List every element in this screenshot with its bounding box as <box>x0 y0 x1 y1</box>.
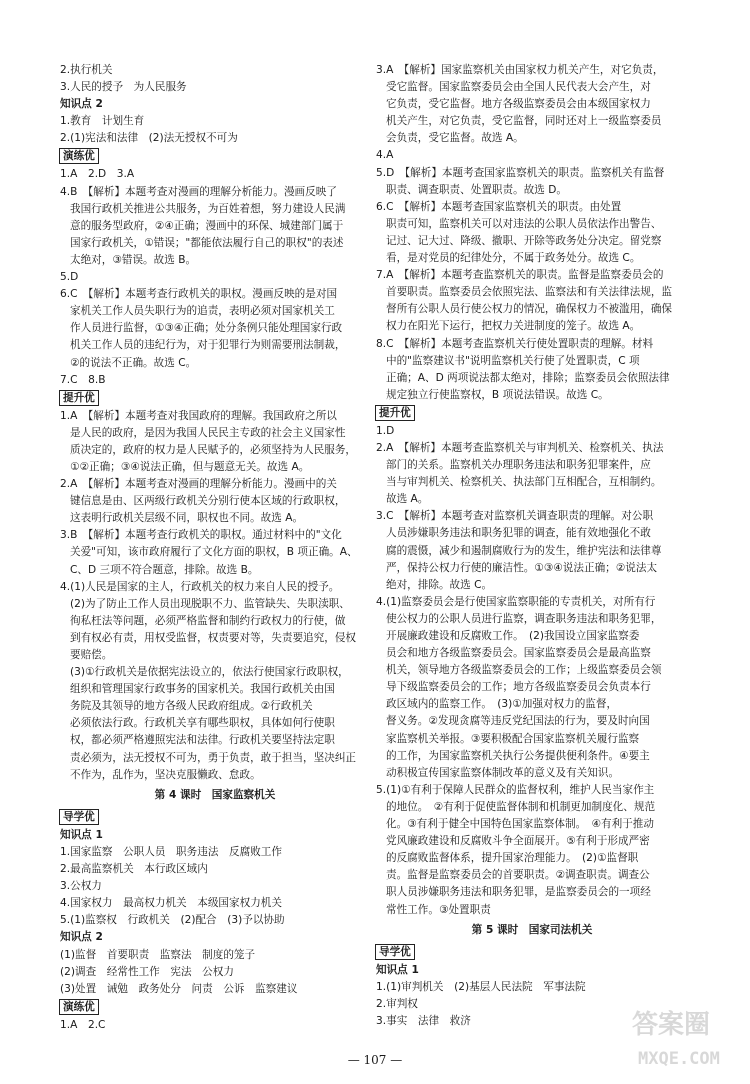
section-label: 提升优 <box>375 405 415 421</box>
answer-line: 这表明行政机关层级不同，职权也不同。故选 A。 <box>70 512 304 525</box>
section-wrapper <box>60 998 370 1017</box>
answer-line: 会负责，受它监督。故选 A。 <box>386 132 524 145</box>
answer-line: 1.(1)审判机关 (2)基层人民法院 军事法院 <box>376 980 586 993</box>
answer-line: 责必须为，法无授权不可为，勇于负责，敢于担当，坚决纠正 <box>70 751 357 764</box>
answer-line: C、D 三项不符合题意，排除。故选 B。 <box>70 563 259 576</box>
answer-line: 机关工作人员的违纪行为，对于犯罪行为则需要刑法制裁， <box>70 339 346 352</box>
answer-line: 3.A 【解析】国家监察机关由国家权力机关产生，对它负责， <box>376 64 664 76</box>
answer-line: 6.C 【解析】本题考查国家监察机关的职责。由处置 <box>376 200 622 213</box>
watermark-logo <box>632 1008 742 1078</box>
section-wrapper <box>376 404 688 423</box>
answer-line: 4.B 【解析】本题考查对漫画的理解分析能力。漫画反映了 <box>60 185 337 198</box>
answer-line: 组织和管理国家行政事务的国家机关。我国行政机关由国 <box>70 683 335 696</box>
answer-line: 6.C 【解析】本题考查行政机关的职权。漫画反映的是对国 <box>60 288 338 301</box>
answer-line: 职责可知，监察机关可以对违法的公职人员依法作出警告、 <box>386 217 662 230</box>
answer-line: 4.国家权力 最高权力机关 本级国家权力机关 <box>60 897 282 910</box>
answer-line: 2.执行机关 <box>60 64 113 76</box>
answer-line: 3.事实 法律 救济 <box>376 1014 471 1027</box>
answer-line: 3.C 【解析】本题考查对监察机关调查职责的理解。对公职 <box>376 510 654 523</box>
answer-line: 作人员进行监督，①③④正确；处分条例只能处理国家行政 <box>70 322 343 335</box>
answer-line: 4.(1)人民是国家的主人，行政机关的权力来自人民的授予。 <box>60 580 340 593</box>
answer-line: 职责、调查职责、处置职责。故选 D。 <box>386 183 568 196</box>
answer-line: 常性工作。③处置职责 <box>386 903 491 916</box>
answer-line: (3)处置 诫勉 政务处分 问责 公诉 监察建议 <box>60 982 298 995</box>
answer-line: 当与审判机关、检察机关、执法部门互相配合，互相制约。 <box>386 476 662 489</box>
answer-line: 4.A <box>376 149 394 162</box>
answer-line: 国家行政机关，①错误；"都能依法履行自己的职权"的表述 <box>70 236 344 249</box>
answer-line: 腐的震慑，减少和遏制腐败行为的发生，维护宪法和法律尊 <box>386 544 662 557</box>
lesson-title: 第 4 课时 国家监察机关 <box>154 788 276 801</box>
answer-line: (3)①行政机关是依据宪法设立的，依法行使国家行政职权， <box>70 666 349 679</box>
answer-line: 7.C 8.B <box>60 373 106 386</box>
answer-line: 意的服务型政府，②④正确；漫画中的环保、城建部门属于 <box>70 219 344 232</box>
answer-line: 1.A 2.C <box>60 1018 106 1031</box>
answer-line: 权，都必须严格遵照宪法和法律。行政机关要坚持法定职 <box>70 734 335 747</box>
left-column <box>60 62 370 1034</box>
answer-line: 员会和地方各级监察委员会。国家监察委员会是最高监察 <box>386 647 651 660</box>
answer-line: 键信息是由、区两级行政机关分别行使本区域的行政职权， <box>70 495 346 508</box>
answer-line: 责。监督是监察委员会的首要职责。②调查职责。调查公 <box>386 869 650 882</box>
page-number: — 107 — <box>347 1053 403 1067</box>
answer-line: 2.A 【解析】本题考查对漫画的理解分析能力。漫画中的关 <box>60 478 337 491</box>
answer-line: 是人民的政府，是因为我国人民民主专政的社会主义国家性 <box>70 426 346 439</box>
answer-line: 政区域内的监察工作。 (3)①加强对权力的监督， <box>386 698 618 711</box>
watermark-text: 答案圈 <box>632 1010 711 1040</box>
answer-line: 故选 A。 <box>386 493 429 506</box>
answer-line: ②的说法不正确。故选 C。 <box>70 356 197 369</box>
right-column <box>376 62 688 1030</box>
knowledge-point-header: 知识点 1 <box>376 963 419 976</box>
answer-line: 家监察机关举报。③要积极配合国家监察机关履行监察 <box>386 732 640 745</box>
answer-line: 正确；A、D 两项说法都太绝对，排除；监察委员会依照法律 <box>386 371 670 384</box>
answer-line: (2)调查 经常性工作 宪法 公权力 <box>60 965 234 978</box>
answer-line: 家机关工作人员失职行为的追责，表明必须对国家机关工 <box>70 305 335 318</box>
section-wrapper <box>60 808 370 827</box>
section-wrapper <box>60 389 370 408</box>
answer-line: (2)为了防止工作人员出现脱职不力、监管缺失、失职渎职、 <box>70 597 350 610</box>
answer-line: 2.最高监察机关 本行政区域内 <box>60 863 208 876</box>
section-wrapper <box>60 147 370 166</box>
answer-line: 看，是对党员的纪律处分，不属于政务处分。故选 C。 <box>386 252 641 265</box>
answer-line: 首要职责。监察委员会依照宪法、监察法和有关法律法规，监 <box>386 286 673 299</box>
answer-line: 1.D <box>376 424 395 437</box>
answer-line: 人员涉嫌职务违法和职务犯罪的调查，能有效地强化不敢 <box>386 527 651 540</box>
answer-line: 7.A 【解析】本题考查监察机关的职责。监督是监察委员会的 <box>376 269 664 282</box>
section-label: 导学优 <box>375 944 415 960</box>
section-label: 导学优 <box>59 809 99 825</box>
answer-line: 3.B 【解析】本题考查行政机关的职权。通过材料中的"文化 <box>60 529 342 542</box>
answer-line: 规定独立行使监察权，B 项说法错误。故选 C。 <box>386 388 609 401</box>
answer-line: 部门的关系。监察机关办理职务违法和职务犯罪案件，应 <box>386 459 651 472</box>
answer-line: 5.(1)①有利于保障人民群众的监督权利，维护人民当家作主 <box>376 783 655 796</box>
answer-line: 4.(1)监察委员会是行使国家监察职能的专责机关，对所有行 <box>376 595 656 608</box>
answer-line: 的工作，为国家监察机关执行公务提供便利条件。④要主 <box>386 749 650 762</box>
answer-line: 机关，领导地方各级监察委员会的工作；上级监察委员会领 <box>386 664 662 677</box>
answer-line: 化。③有利于健全中国特色国家监察体制。 ④有利于推动 <box>386 818 654 831</box>
answer-line: 动积极宣传国家监察体制改革的意义及有关知识。 <box>386 766 620 779</box>
answer-line: 3.人民的授予 为人民服务 <box>60 81 187 94</box>
answer-line: 开展廉政建设和反腐败工作。 (2)我国设立国家监察委 <box>386 630 640 642</box>
knowledge-point-header: 知识点 2 <box>60 931 103 944</box>
section-wrapper <box>376 943 688 962</box>
answer-line: 5.D <box>60 271 79 284</box>
answer-line: 8.C 【解析】本题考查监察机关行使处置职责的理解。材料 <box>376 337 654 350</box>
answer-line: 要赔偿。 <box>70 649 113 661</box>
knowledge-point-header: 知识点 1 <box>60 828 103 841</box>
answer-line: 中的"监察建议书"说明监察机关行使了处置职责，C 项 <box>386 354 640 367</box>
answer-line: 机关产生，对它负责，受它监督，同时还对上一级监察委员 <box>386 115 662 128</box>
answer-line: 绝对，排除。故选 C。 <box>386 578 493 591</box>
answer-line: (1)监督 首要职责 监察法 制度的笼子 <box>60 948 256 961</box>
answer-line: 关爱"可知，该市政府履行了文化方面的职权，B 项正确。A、 <box>70 546 358 559</box>
answer-line: 导下级监察委员会的工作；地方各级监察委员会负责本行 <box>386 681 651 694</box>
answer-line: 它负责，受它监督。地方各级监察委员会由本级国家权力 <box>386 98 651 111</box>
answer-line: 质决定的，政府的权力是人民赋予的，必须坚持为人民服务， <box>70 443 357 456</box>
answer-line: 我国行政机关推进公共服务，为百姓着想，努力建设人民满 <box>70 202 346 215</box>
answer-line: 5.D 【解析】本题考查国家监察机关的职责。监察机关有监督 <box>376 166 665 179</box>
answer-line: 记过、记大过、降级、撤职、开除等政务处分决定。留党察 <box>386 234 662 247</box>
section-label: 提升优 <box>59 390 99 406</box>
answer-line: 督义务。②发现贪腐等违反党纪国法的行为，要及时向国 <box>386 715 650 728</box>
answer-line: 受它监督。国家监察委员会由全国人民代表大会产生，对 <box>386 81 651 94</box>
answer-line: 5.(1)监察权 行政机关 (2)配合 (3)予以协助 <box>60 914 285 927</box>
section-label: 演练优 <box>59 148 99 164</box>
lesson-title: 第 5 课时 国家司法机关 <box>471 923 593 936</box>
answer-line: 2.(1)宪法和法律 (2)法无授权不可为 <box>60 132 238 145</box>
answer-line: 职人员涉嫌职务违法和职务犯罪，是监察委员会的一项经 <box>386 886 651 899</box>
answer-line: 必须依法行政。行政机关享有哪些职权，具体如何行使职 <box>70 717 335 730</box>
knowledge-point-header: 知识点 2 <box>60 98 103 111</box>
section-label: 演练优 <box>59 999 99 1015</box>
answer-line: 2.审判权 <box>376 997 418 1010</box>
answer-line: 1.A 2.D 3.A <box>60 168 135 181</box>
answer-line: 2.A 【解析】本题考查监察机关与审判机关、检察机关、执法 <box>376 441 664 454</box>
answer-line: 太绝对，③错误。故选 B。 <box>70 253 197 266</box>
answer-line: 徇私枉法等问题，必须严格监督和制约行政权力的行使，做 <box>70 614 346 627</box>
answer-line: 不作为，乱作为，坚决克服懒政、怠政。 <box>70 768 261 781</box>
answer-line: 的地位。 ②有利于促使监督体制和机制更加制度化、规范 <box>386 800 656 813</box>
answer-line: 党风廉政建设和反腐败斗争全面展开。⑤有利于形成严密 <box>386 835 650 848</box>
answer-line: 3.公权力 <box>60 880 102 893</box>
answer-line: 1.国家监察 公职人员 职务违法 反腐败工作 <box>60 845 282 858</box>
answer-line: 使公权力的公职人员进行监察，调查职务违法和职务犯罪， <box>386 612 662 625</box>
watermark-url: MXQE.COM <box>638 1049 720 1069</box>
answer-line: 严，保持公权力行使的廉洁性。①③④说法正确；②说法太 <box>386 561 658 574</box>
answer-line: 权力在阳光下运行，把权力关进制度的笼子。故选 A。 <box>386 320 641 333</box>
answer-line: ①②正确；③④说法正确，但与题意无关。故选 A。 <box>70 460 310 473</box>
answer-line: 的反腐败监督体系，提升国家治理能力。 (2)①监督职 <box>386 852 639 865</box>
answer-line: 1.教育 计划生育 <box>60 115 145 128</box>
answer-line: 到有权必有责，用权受监督，权责要对等，失责要追究，侵权 <box>70 631 357 644</box>
answer-line: 督所有公职人员行使公权力的情况，确保权力不被滥用，确保 <box>386 303 673 316</box>
answer-line: 1.A 【解析】本题考查对我国政府的理解。我国政府之所以 <box>60 409 337 422</box>
answer-line: 务院及其领导的地方各级人民政府组成。②行政机关 <box>70 700 313 713</box>
